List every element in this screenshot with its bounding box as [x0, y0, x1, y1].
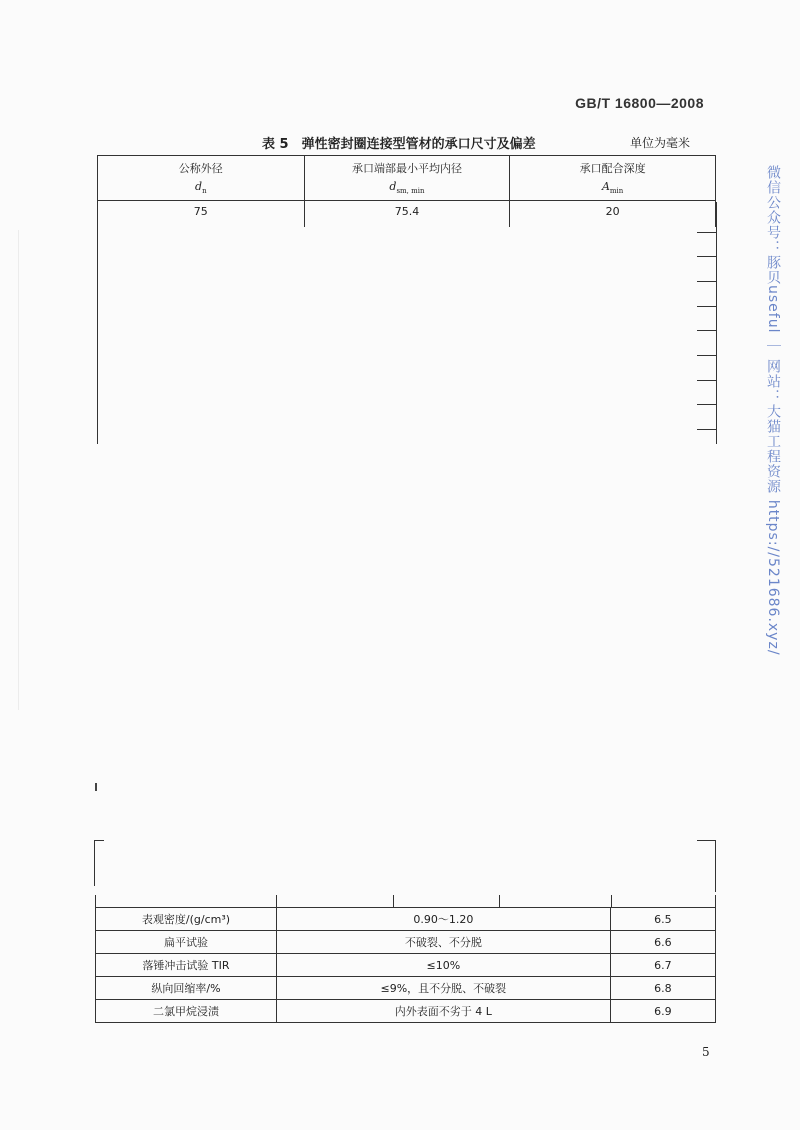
- cell-requirement: 0.90～1.20: [277, 908, 611, 931]
- column-header-min-mean-id: [304, 156, 510, 201]
- cell-clause: 6.6: [610, 931, 715, 954]
- cell-min-mean-id: 75.4: [304, 201, 510, 228]
- table-row: [96, 908, 716, 931]
- cell-requirement: ≤10%: [277, 954, 611, 977]
- table-row: [96, 1000, 716, 1023]
- row-tick: [697, 330, 717, 331]
- column-label: 承口配合深度: [579, 162, 646, 176]
- column-symbol: $d_n$: [195, 180, 207, 196]
- cell-min-depth: 20: [510, 201, 716, 228]
- cell-clause: 6.9: [610, 1000, 715, 1023]
- row-tick: [697, 306, 717, 307]
- frame-top-right: [697, 840, 716, 841]
- cell-clause: 6.7: [610, 954, 715, 977]
- row-tick: [697, 380, 717, 381]
- cell-clause: 6.5: [610, 908, 715, 931]
- cell-nominal-od: 75: [98, 201, 305, 228]
- frame-right-line: [715, 840, 716, 892]
- cell-item: 纵向回缩率/%: [96, 977, 277, 1000]
- column-label: 公称外径: [178, 162, 223, 176]
- table-right-border: [716, 202, 717, 444]
- row-tick: [697, 281, 717, 282]
- row-tick: [697, 232, 717, 233]
- cell-requirement: 不破裂、不分脱: [277, 931, 611, 954]
- standard-code: GB/T 16800—2008: [575, 95, 704, 111]
- column-label: 承口端部最小平均内径: [351, 162, 462, 176]
- column-header-nominal-od: [98, 156, 305, 201]
- table-row: [96, 954, 716, 977]
- table-5: [97, 155, 716, 227]
- column-symbol: $A_{min}$: [601, 180, 624, 196]
- cell-item: 表观密度/(g/cm³): [96, 908, 277, 931]
- watermark-text: 微信公众号：豚贝useful ｜ 网站：大猫工程资源 https://521686.xyz/: [765, 165, 781, 656]
- row-tick: [697, 404, 717, 405]
- cell-clause: 6.8: [610, 977, 715, 1000]
- cell-requirement: ≤9%，且不分脱、不破裂: [277, 977, 611, 1000]
- table-row: [96, 977, 716, 1000]
- margin-mark: [95, 783, 97, 791]
- row-tick: [697, 429, 717, 430]
- table-header-row: [98, 156, 716, 201]
- column-header-min-depth: [510, 156, 716, 201]
- row-tick: [697, 355, 717, 356]
- row-tick: [697, 256, 717, 257]
- cell-requirement: 内外表面不劣于 4 L: [277, 1000, 611, 1023]
- page-number: 5: [702, 1045, 710, 1059]
- cell-item: 二氯甲烷浸渍: [96, 1000, 277, 1023]
- scan-edge: [18, 230, 19, 710]
- frame-top-left: [94, 840, 104, 841]
- table-row: [96, 931, 716, 954]
- cell-item: 落锤冲击试验 TIR: [96, 954, 277, 977]
- table-6-partial-row: [95, 895, 716, 907]
- table-5-title: 表 5 弹性密封圈连接型管材的承口尺寸及偏差: [262, 137, 536, 152]
- column-symbol: $d_{sm, min}$: [389, 180, 425, 196]
- frame-left-line: [94, 840, 95, 886]
- table-6: [95, 907, 716, 1023]
- table-5-body-remnant: [97, 224, 717, 444]
- table-5-unit-note: 单位为毫米: [630, 136, 691, 150]
- cell-item: 扁平试验: [96, 931, 277, 954]
